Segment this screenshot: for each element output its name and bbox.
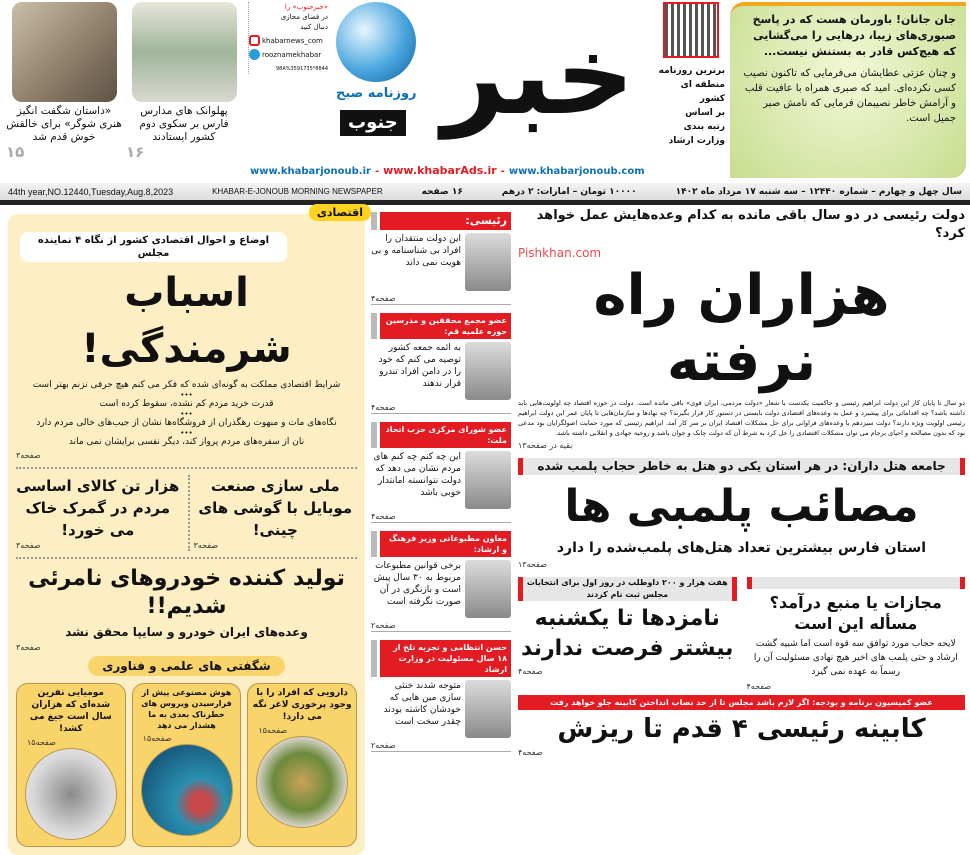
stories-row — [518, 577, 965, 692]
continued-ref[interactable]: بقیه در صفحه۱۳ — [518, 441, 573, 450]
briefs-column — [371, 212, 511, 760]
page-number: ۱۵ — [6, 143, 25, 161]
car-sub: وعده‌های ایران خودرو و سایپا محقق نشد — [65, 625, 308, 639]
page-ref: صفحه۱۳ — [518, 560, 547, 569]
card-title: دارویی که افراد را با وجود پرخوری لاغر نگه می دارد! — [252, 688, 352, 722]
logo-tagline: روزنامه صبح — [336, 86, 417, 101]
logo-main: خبر — [442, 11, 635, 139]
virus-image — [141, 744, 233, 836]
cabinet-headline[interactable]: کابینه رئیسی ۴ قدم تا ریزش — [557, 714, 926, 744]
economic-kicker[interactable]: اوضاع و احوال اقتصادی کشور از نگاه ۴ نماینده مجلس — [20, 232, 287, 262]
page-ref: صفحه۴ — [518, 748, 543, 757]
brief-text: به ائمه جمعه کشور توصیه می کنم که خود را در دامن افراد تندرو قرار ندهند — [378, 343, 461, 389]
brief-headline: عضو شورای مرکزی حزب اتحاد ملت: — [380, 422, 511, 448]
page-ref: صفحه۱۵ — [142, 734, 172, 743]
english-name: KHABAR-E-JONOUB MORNING NEWSPAPER — [212, 187, 383, 196]
hotels-sub: استان فارس بیشترین تعداد هتل‌های پلمب‌شده را دارد — [556, 540, 927, 556]
content-area — [0, 205, 970, 757]
mummy-image — [25, 748, 117, 840]
photo-story — [6, 2, 122, 161]
page-ref: صفحه۱۵ — [26, 738, 56, 747]
brief-bar — [371, 422, 377, 448]
divider — [16, 557, 357, 559]
page-ref: صفحه۴ — [371, 294, 511, 305]
page-ref: صفحه۱۵ — [258, 726, 288, 735]
quote-line: قدرت خرید مردم کم نشده، سقوط کرده است — [99, 399, 274, 409]
separator: ••• — [180, 429, 193, 437]
social-intro: «خبرجنوب» را — [284, 3, 328, 11]
quote-bold: جان جانان! باورمان هست که در پاسخ صبوری‌های زیبا، درهایی را می‌گشایی که هیچ‌کس قادر به بستنش نیست... — [752, 13, 956, 58]
science-card[interactable] — [16, 683, 126, 847]
page-ref: صفحه۳ — [193, 541, 219, 550]
caption-henry-sugar[interactable]: «داستان شگفت انگیز هنری شوگر» برای خالقش خوش قدم شد — [6, 105, 122, 143]
brief-text: این دولت منتقدان را افراد بی شناسنامه و بی هویت نمی داند — [371, 234, 461, 268]
page-ref: صفحه۴ — [518, 667, 543, 676]
separator: - — [374, 166, 380, 177]
slogan-line: بر اساس — [685, 108, 725, 118]
quote-line: نگاه‌های مات و مبهوت رهگذران از فروشگاه‌ها نشان از جیب‌های خالی مردم دارد — [36, 418, 337, 428]
slogan-line: وزارت ارشاد — [668, 136, 725, 146]
brief[interactable] — [371, 313, 511, 414]
portrait-image — [465, 233, 511, 291]
page-ref: صفحه۲ — [371, 621, 511, 632]
watermark: Pishkhan.com — [518, 246, 602, 260]
website-links — [250, 164, 720, 177]
story-customs[interactable]: هزار تن کالای اساسی مردم در گمرک خاک می خورد! — [16, 477, 180, 539]
brief-headline: عضو مجمع محققین و مدرسین حوزه علمیه قم: — [380, 313, 511, 339]
ads-link[interactable]: www.khabarAds.ir — [383, 164, 497, 177]
hotels-headline[interactable]: مصائب پلمبی ها — [564, 481, 919, 532]
divider — [16, 467, 357, 469]
car-headline[interactable]: تولید کننده خودروهای نامرئی شدیم!! — [28, 566, 345, 619]
brief-text: این چه کنم چه کنم های مردم نشان می دهد که دولت نتوانسته امانتدار خوبی باشد — [373, 452, 461, 498]
page-ref: صفحه۴ — [371, 512, 511, 523]
page-ref: صفحه۴ — [746, 682, 772, 691]
economic-headline[interactable]: اسباب شرمندگی! — [81, 270, 292, 372]
portrait-image — [465, 680, 511, 738]
card-title: مومیایی نفرین شده‌ای که هزاران سال است جیغ می کشد! — [29, 688, 112, 734]
brief[interactable] — [371, 640, 511, 752]
instagram-handle: khabarnews_com — [262, 36, 323, 45]
portrait-image — [465, 560, 511, 618]
slogan-line: برترین روزنامه — [658, 66, 725, 76]
caption-wrestlers[interactable]: پهلوانک های مدارس فارس بر سکوی دوم کشور ایستادند — [139, 105, 229, 143]
quote-line: نان از سفره‌های مردم پرواز کند، دیگر نفسی برایشان نمی ماند — [68, 437, 305, 447]
fines-kicker-bar — [747, 577, 966, 589]
page-ref: صفحه۳ — [16, 451, 41, 460]
card-title: هوش مصنوعی پیش از فرارسیدن ویروس های خطرناک بعدی به ما هشدار می دهد — [141, 688, 232, 730]
qr-code[interactable] — [663, 2, 719, 58]
brief[interactable] — [371, 531, 511, 632]
separator: ••• — [180, 410, 193, 418]
separator: - — [500, 166, 505, 177]
quote-box — [730, 2, 966, 178]
science-card[interactable] — [132, 683, 242, 847]
website-link[interactable]: www.khabarjonoub.ir — [250, 166, 371, 177]
brief-text: متوجه شدند خنثی سازی مین هایی که خودشان کاشته بودند چقدر سخت است — [383, 681, 461, 727]
story-mobile-box — [188, 475, 358, 551]
candidates-story — [518, 577, 737, 692]
science-cards — [16, 683, 357, 847]
economic-quotes — [16, 380, 357, 448]
brief-bar — [371, 313, 377, 339]
hotels-kicker[interactable]: جامعه هتل داران: در هر استان یکی دو هتل به خاطر حجاب پلمب شده — [518, 458, 965, 475]
main-body: دو سال تا پایان کار این دولت ابراهیم رئیسی و حاکمیت یکدست با شعار «دولت مردمی، ایران قوی» باقی مانده است. دولت در حوزه اقتصاد چه اولویت‌هایی باید داشته باشد؟ چه اقداماتی برای پیشبرد و عمل به وعده‌های اقتصادی دولت بایستی در دستور کار قرار بگیرند؟ چه نهادها و سازمان‌هایی تا پایان عمر این دولت ابراهیم رئیسی اولویت ویژه دارند؟ دولت سیزدهم با وعده‌های فراوانی برای حل مشکلات اقتصاد ایران بر سر کار آمد. ابراهیم رئیسی که مورد حمایت اصولگرایان بود مدعی بود که بدون مصالحه و احیای برجام می توان مشکلات اقتصادی را حل کرد به شرط آن که دولت چابک و جوان باشد و روحیه جهادی و انقلابی داشته باشد. — [518, 399, 965, 437]
logo[interactable] — [332, 0, 652, 160]
logo-sub: جنوب — [340, 110, 406, 136]
page-number: ۱۶ — [126, 143, 145, 161]
quote-body: و چنان عزتی عطایشان می‌فرمایی که تاکنون نصیب کسی نکرده‌ای. امید که صبری همراه با عافیت قلب و آرامش خاطر نصیبمان فرمایی که نامش صبر جمیل است. — [743, 68, 956, 124]
slogan — [655, 64, 725, 148]
brief-text: برخی قوانین مطبوعات مربوط به ۳۰ سال پیش است و بازنگری در آن صورت نگرفته است — [373, 561, 461, 607]
brief-bar — [371, 531, 377, 557]
story-customs-box — [16, 475, 180, 551]
instagram-link[interactable] — [249, 35, 328, 46]
main-kicker[interactable]: دولت رئیسی در دو سال باقی مانده به کدام وعده‌هایش عمل خواهد کرد؟ — [536, 208, 965, 241]
cabinet-kicker[interactable]: عضو کمیسیون برنامه و بودجه: اگر لازم باشد مجلس تا از حد نصاب انداختن کابینه جلو خواهد رفت — [518, 695, 965, 710]
science-card[interactable] — [247, 683, 357, 847]
globe-icon — [336, 2, 416, 82]
brief[interactable] — [371, 212, 511, 305]
section-tag: اقتصادی — [309, 204, 371, 221]
photo-henry-sugar[interactable] — [12, 2, 117, 102]
brief-bar — [371, 640, 377, 677]
story-mobile[interactable]: ملی سازی صنعت موبایل با گوشی های چینی! — [198, 477, 353, 539]
candidates-headline[interactable]: نامزدها تا یکشنبه بیشتر فرصت ندارند — [521, 606, 734, 661]
telegram-icon — [249, 49, 260, 60]
page-ref: صفحه۳ — [16, 541, 41, 550]
page-ref: صفحه۲ — [371, 741, 511, 752]
burger-image — [256, 736, 348, 828]
telegram-link[interactable] — [249, 49, 328, 60]
brief-headline: رئیسی: — [380, 212, 511, 230]
main-column — [518, 207, 965, 758]
header — [0, 0, 970, 183]
quote-line: شرایط اقتصادی مملکت به گونه‌ای شده که فکر می کنم هیچ حرفی نزنم بهتر است — [32, 380, 341, 390]
social-box — [248, 2, 328, 74]
website-link[interactable]: www.khabarjonoub.com — [508, 166, 645, 177]
page-ref: صفحه۴ — [371, 403, 511, 414]
photo-story — [126, 2, 242, 161]
portrait-image — [465, 342, 511, 400]
page-count: ۱۶ صفحه — [421, 186, 463, 197]
brief-headline: حسن انتظامی و تجربه تلخ از ۱۸ سال مسئولیت در وزارت ارشاد — [380, 640, 511, 677]
instagram-icon — [249, 35, 260, 46]
photo-wrestlers[interactable] — [132, 2, 237, 102]
slogan-line: منطقه ای کشور — [680, 80, 725, 104]
candidates-kicker[interactable]: هفت هزار و ۲۰۰ داوطلب در روز اول برای انتخابات مجلس ثبت نام کردند — [518, 577, 737, 601]
separator: ••• — [180, 391, 193, 399]
fines-sub: لایحه حجاب مورد توافق سه قوه است اما شبیه گشت ارشاد و حتی پلمب های اخیر هیچ نهادی مسئولیت آن را رسماً به عهده نمی گیرد — [753, 639, 958, 677]
portrait-image — [465, 451, 511, 509]
social-intro: دنبال کنید — [300, 23, 328, 31]
slogan-line: رتبه بندی — [683, 122, 725, 132]
fines-story — [747, 577, 966, 692]
economic-section — [8, 206, 365, 855]
fines-headline[interactable]: مجازات یا منبع درآمد؟ مسأله این است — [769, 593, 942, 633]
main-headline[interactable]: هزاران راه نرفته — [593, 263, 890, 394]
info-bar — [0, 183, 970, 200]
sms-number: 98A%3591735*8844 — [275, 66, 328, 72]
english-date: 44th year,NO.12440,Tuesday,Aug.8,2023 — [8, 186, 174, 197]
brief-headline: معاون مطبوعاتی وزیر فرهنگ و ارشاد: — [380, 531, 511, 557]
persian-date: سال چهل و چهارم – شماره ۱۲۴۴۰ – سه شنبه ۱۷ مرداد ماه ۱۴۰۲ — [675, 186, 962, 197]
page-ref: صفحه۳ — [16, 643, 41, 652]
social-intro: در فضای مجازی — [280, 13, 328, 21]
price: ۱۰۰۰۰ تومان – امارات: ۲ درهم — [501, 186, 637, 197]
brief[interactable] — [371, 422, 511, 523]
science-tag[interactable]: شگفتی های علمی و فناوری — [88, 656, 284, 676]
telegram-handle: rooznamekhabar — [262, 50, 322, 59]
brief-bar — [371, 212, 377, 230]
stories-row — [16, 475, 357, 551]
